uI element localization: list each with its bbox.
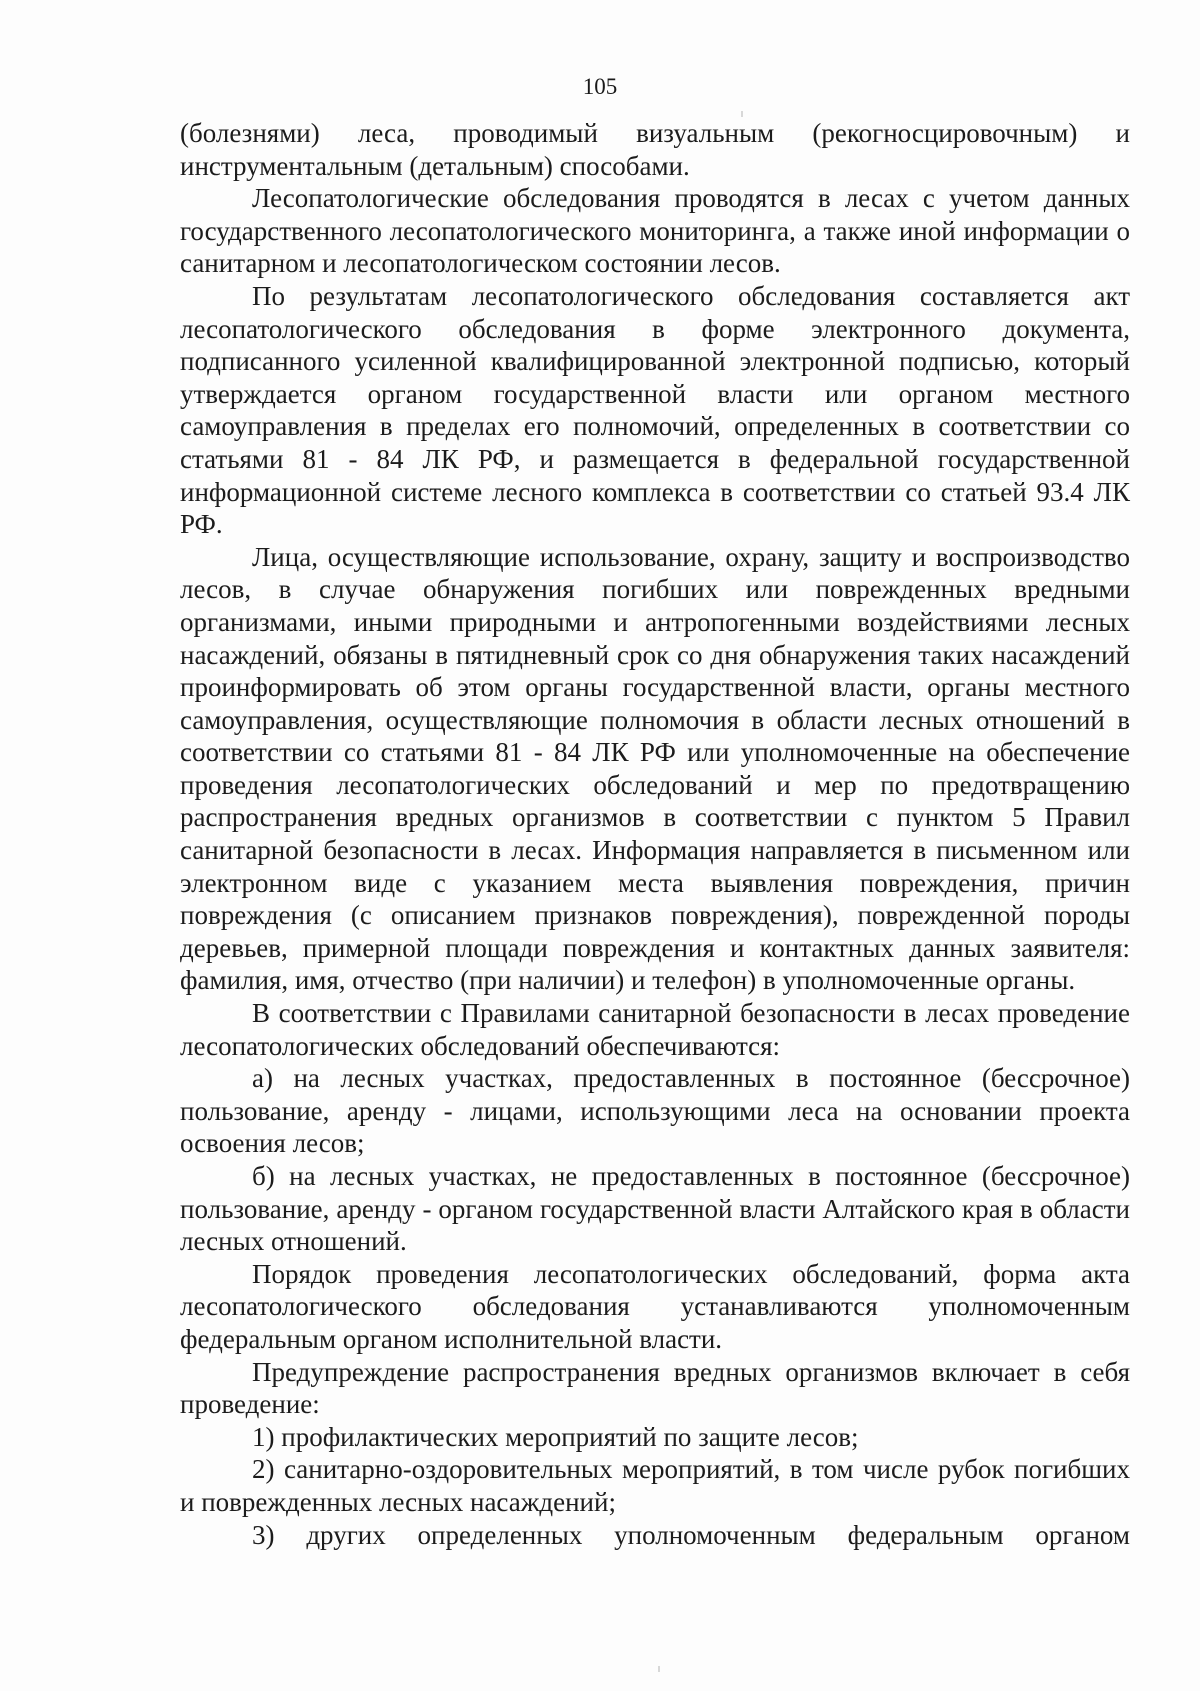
paragraph-sanitary-rules: В соответствии с Правилами санитарной безопасности в лесах проведение лесопатологических обследований обеспечиваются: bbox=[180, 998, 1130, 1061]
paragraph-continuation: (болезнями) леса, проводимый визуальным (рекогносцировочным) и инструментальным (детальным) способами. bbox=[180, 118, 1130, 181]
scan-artifact bbox=[658, 1666, 660, 1672]
paragraph-notification-duty: Лица, осуществляющие использование, охрану, защиту и воспроизводство лесов, в случае обнаружения погибших или поврежденных вредными организмами, иными природными и антропогенными воздействиями лесных насаждений, обязаны в пятидневный срок со дня обнаружения таких насаждений проинформировать об этом органы государственной власти, органы местного самоуправления, осуществляющие полномочия в области лесных отношений в соответствии со статьями 81 - 84 ЛК РФ или уполномоченные на обеспечение проведения лесопатологических обследований и мер по предотвращению распространения вредных организмов в соответствии с пунктом 5 Правил санитарной безопасности в лесах. Информация направляется в письменном или электронном виде с указанием места выявления повреждения, причин повреждения (с описанием признаков повреждения), поврежденной породы деревьев, примерной площади повреждения и контактных данных заявителя: фамилия, имя, отчество (при наличии) и телефон) в уполномоченные органы. bbox=[180, 541, 1130, 996]
paragraph-prevention-intro: Предупреждение распространения вредных организмов включает в себя проведение: bbox=[180, 1356, 1130, 1420]
document-body bbox=[180, 117, 1130, 1551]
page-number: 105 bbox=[582, 74, 618, 99]
list-item-a: а) на лесных участках, предоставленных в постоянное (бессрочное) пользование, аренду - лицами, использующими леса на основании проекта освоения лесов; bbox=[180, 1063, 1130, 1159]
scan-artifact bbox=[741, 111, 743, 117]
list-item-b: б) на лесных участках, не предоставленных в постоянное (бессрочное) пользование, аренду - органом государственной власти Алтайского края в области лесных отношений. bbox=[180, 1161, 1130, 1257]
paragraph-monitoring-data: Лесопатологические обследования проводятся в лесах с учетом данных государственного лесопатологического мониторинга, а также иной информации о санитарном и лесопатологическом состоянии лесов. bbox=[180, 183, 1130, 279]
list-item-2: 2) санитарно-оздоровительных мероприятий, в том числе рубок погибших и поврежденных лесных насаждений; bbox=[180, 1454, 1130, 1517]
paragraph-inspection-procedure: Порядок проведения лесопатологических обследований, форма акта лесопатологического обследования устанавливаются уполномоченным федеральным органом исполнительной власти. bbox=[180, 1258, 1130, 1354]
list-item-3: 3) других определенных уполномоченным федеральным органом bbox=[252, 1519, 1130, 1550]
list-item-1: 1) профилактических мероприятий по защите лесов; bbox=[252, 1421, 859, 1452]
paragraph-inspection-act: По результатам лесопатологического обследования составляется акт лесопатологического обследования в форме электронного документа, подписанного усиленной квалифицированной электронной подписью, который утверждается органом государственной власти или органом местного самоуправления в пределах его полномочий, определенных в соответствии со статьями 81 - 84 ЛК РФ, и размещается в федеральной государственной информационной системе лесного комплекса в соответствии со статьей 93.4 ЛК РФ. bbox=[180, 280, 1130, 540]
